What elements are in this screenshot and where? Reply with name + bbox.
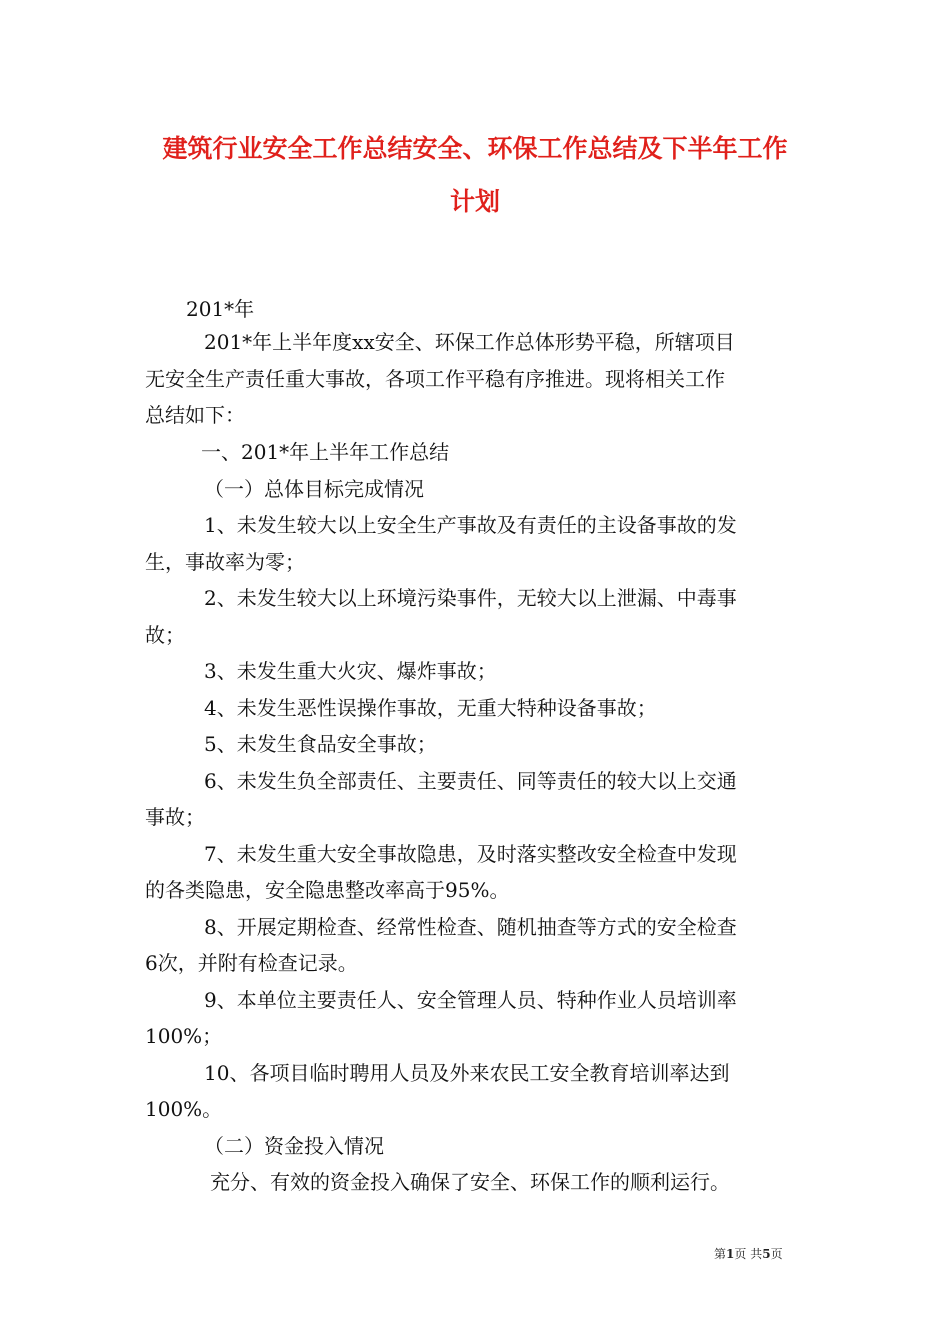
section-heading-1: 一、201*年上半年工作总结 [201, 440, 450, 464]
list-item-7-line-1: 7、未发生重大安全事故隐患，及时落实整改安全检查中发现 [204, 842, 737, 866]
list-item-4: 4、未发生恶性误操作事故，无重大特种设备事故； [204, 696, 657, 720]
intro-line-3: 总结如下： [145, 403, 245, 427]
funding-paragraph: 充分、有效的资金投入确保了安全、环保工作的顺利运行。 [210, 1170, 730, 1194]
list-item-8-line-2: 6次，并附有检查记录。 [145, 951, 358, 975]
intro-line-2: 无安全生产责任重大事故，各项工作平稳有序推进。现将相关工作 [145, 367, 725, 391]
list-item-9-line-1: 9、本单位主要责任人、安全管理人员、特种作业人员培训率 [204, 988, 737, 1012]
list-item-1-line-2: 生，事故率为零； [145, 550, 305, 574]
list-item-2-line-2: 故； [145, 623, 185, 647]
document-title-line-1: 建筑行业安全工作总结安全、环保工作总结及下半年工作 [162, 134, 788, 163]
list-item-8-line-1: 8、开展定期检查、经常性检查、随机抽查等方式的安全检查 [204, 915, 737, 939]
list-item-6-line-1: 6、未发生负全部责任、主要责任、同等责任的较大以上交通 [204, 769, 737, 793]
current-page-number: 1 [726, 1247, 735, 1261]
footer-prefix: 第 [714, 1247, 727, 1261]
list-item-5: 5、未发生食品安全事故； [204, 732, 437, 756]
list-item-10-line-2: 100%。 [145, 1097, 223, 1121]
list-item-6-line-2: 事故； [145, 805, 205, 829]
subsection-heading-2: （二）资金投入情况 [204, 1134, 384, 1158]
total-page-count: 5 [762, 1247, 771, 1261]
list-item-7-line-2: 的各类隐患，安全隐患整改率高于95%。 [145, 878, 510, 902]
subsection-heading-1: （一）总体目标完成情况 [204, 477, 424, 501]
list-item-1-line-1: 1、未发生较大以上安全生产事故及有责任的主设备事故的发 [204, 513, 737, 537]
list-item-9-line-2: 100%； [145, 1024, 223, 1048]
footer-middle: 页 共 [734, 1247, 763, 1261]
list-item-3: 3、未发生重大火灾、爆炸事故； [204, 659, 497, 683]
footer-suffix: 页 [770, 1247, 783, 1261]
list-item-2-line-1: 2、未发生较大以上环境污染事件，无较大以上泄漏、中毒事 [204, 586, 737, 610]
list-item-10-line-1: 10、各项目临时聘用人员及外来农民工安全教育培训率达到 [204, 1061, 730, 1085]
document-title-line-2: 计划 [449, 187, 500, 216]
page-footer [714, 1248, 783, 1260]
year-line: 201*年 [186, 297, 255, 321]
intro-line-1: 201*年上半年度xx安全、环保工作总体形势平稳，所辖项目 [204, 330, 735, 354]
